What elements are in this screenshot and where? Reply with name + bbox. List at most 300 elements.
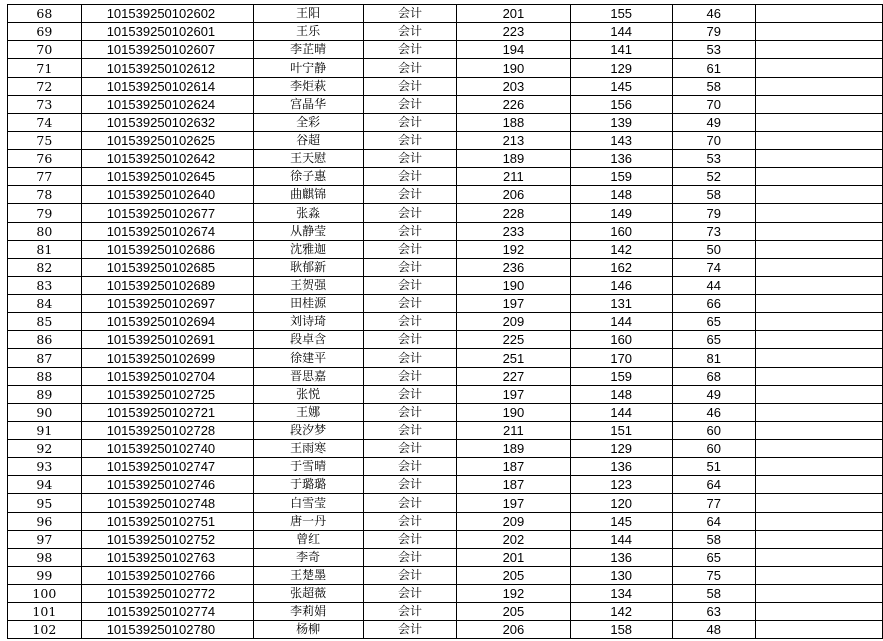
total-score-cell: 201: [457, 548, 570, 566]
row-number-cell: 76: [8, 150, 82, 168]
exam-id-cell: 101539250102704: [81, 367, 253, 385]
table-row: [8, 349, 883, 367]
table-row: [8, 77, 883, 95]
score-b-cell: 70: [672, 95, 755, 113]
exam-id-cell: 101539250102697: [81, 295, 253, 313]
score-b-cell: 64: [672, 476, 755, 494]
total-score-cell: 197: [457, 494, 570, 512]
row-number-cell: 100: [8, 585, 82, 603]
score-a-cell: 130: [570, 566, 672, 584]
total-score-cell: 190: [457, 59, 570, 77]
table-row: [8, 331, 883, 349]
empty-cell: [755, 367, 882, 385]
row-number-cell: 77: [8, 168, 82, 186]
empty-cell: [755, 23, 882, 41]
exam-id-cell: 101539250102748: [81, 494, 253, 512]
score-a-cell: 145: [570, 512, 672, 530]
total-score-cell: 187: [457, 458, 570, 476]
name-cell: 刘诗琦: [253, 313, 363, 331]
name-cell: 沈雅迦: [253, 240, 363, 258]
major-cell: 会计: [363, 385, 457, 403]
score-b-cell: 60: [672, 421, 755, 439]
exam-id-cell: 101539250102721: [81, 403, 253, 421]
exam-id-cell: 101539250102602: [81, 5, 253, 23]
empty-cell: [755, 512, 882, 530]
major-cell: 会计: [363, 603, 457, 621]
score-a-cell: 129: [570, 59, 672, 77]
exam-id-cell: 101539250102746: [81, 476, 253, 494]
total-score-cell: 205: [457, 603, 570, 621]
exam-id-cell: 101539250102780: [81, 621, 253, 639]
major-cell: 会计: [363, 548, 457, 566]
major-cell: 会计: [363, 476, 457, 494]
exam-id-cell: 101539250102607: [81, 41, 253, 59]
score-b-cell: 64: [672, 512, 755, 530]
major-cell: 会计: [363, 240, 457, 258]
table-row: [8, 458, 883, 476]
score-b-cell: 73: [672, 222, 755, 240]
major-cell: 会计: [363, 131, 457, 149]
empty-cell: [755, 113, 882, 131]
exam-id-cell: 101539250102677: [81, 204, 253, 222]
name-cell: 李炬萩: [253, 77, 363, 95]
exam-id-cell: 101539250102725: [81, 385, 253, 403]
row-number-cell: 78: [8, 186, 82, 204]
exam-id-cell: 101539250102625: [81, 131, 253, 149]
empty-cell: [755, 131, 882, 149]
table-row: [8, 95, 883, 113]
name-cell: 宫晶华: [253, 95, 363, 113]
major-cell: 会计: [363, 512, 457, 530]
score-a-cell: 160: [570, 331, 672, 349]
score-a-cell: 146: [570, 276, 672, 294]
score-a-cell: 159: [570, 367, 672, 385]
score-a-cell: 143: [570, 131, 672, 149]
empty-cell: [755, 295, 882, 313]
row-number-cell: 93: [8, 458, 82, 476]
name-cell: 李奇: [253, 548, 363, 566]
row-number-cell: 92: [8, 440, 82, 458]
table-row: [8, 476, 883, 494]
table-row: [8, 494, 883, 512]
score-a-cell: 144: [570, 23, 672, 41]
score-a-cell: 158: [570, 621, 672, 639]
total-score-cell: 192: [457, 240, 570, 258]
major-cell: 会计: [363, 494, 457, 512]
exam-id-cell: 101539250102640: [81, 186, 253, 204]
name-cell: 王乐: [253, 23, 363, 41]
total-score-cell: 194: [457, 41, 570, 59]
table-row: [8, 421, 883, 439]
score-a-cell: 142: [570, 603, 672, 621]
total-score-cell: 206: [457, 621, 570, 639]
empty-cell: [755, 385, 882, 403]
row-number-cell: 73: [8, 95, 82, 113]
score-table-body: [8, 5, 883, 639]
name-cell: 谷超: [253, 131, 363, 149]
score-b-cell: 60: [672, 440, 755, 458]
row-number-cell: 98: [8, 548, 82, 566]
exam-id-cell: 101539250102624: [81, 95, 253, 113]
score-b-cell: 51: [672, 458, 755, 476]
score-b-cell: 65: [672, 548, 755, 566]
name-cell: 田桂源: [253, 295, 363, 313]
score-a-cell: 148: [570, 385, 672, 403]
total-score-cell: 192: [457, 585, 570, 603]
score-b-cell: 74: [672, 258, 755, 276]
total-score-cell: 187: [457, 476, 570, 494]
major-cell: 会计: [363, 585, 457, 603]
empty-cell: [755, 476, 882, 494]
exam-id-cell: 101539250102691: [81, 331, 253, 349]
score-a-cell: 129: [570, 440, 672, 458]
name-cell: 张超薇: [253, 585, 363, 603]
score-a-cell: 162: [570, 258, 672, 276]
exam-id-cell: 101539250102685: [81, 258, 253, 276]
name-cell: 于璐璐: [253, 476, 363, 494]
score-b-cell: 50: [672, 240, 755, 258]
table-row: [8, 41, 883, 59]
row-number-cell: 72: [8, 77, 82, 95]
row-number-cell: 101: [8, 603, 82, 621]
exam-id-cell: 101539250102632: [81, 113, 253, 131]
name-cell: 王楚墨: [253, 566, 363, 584]
score-b-cell: 46: [672, 5, 755, 23]
table-row: [8, 566, 883, 584]
score-b-cell: 66: [672, 295, 755, 313]
major-cell: 会计: [363, 367, 457, 385]
name-cell: 徐建平: [253, 349, 363, 367]
total-score-cell: 236: [457, 258, 570, 276]
total-score-cell: 209: [457, 313, 570, 331]
score-b-cell: 53: [672, 41, 755, 59]
row-number-cell: 84: [8, 295, 82, 313]
score-a-cell: 120: [570, 494, 672, 512]
major-cell: 会计: [363, 150, 457, 168]
name-cell: 段卓含: [253, 331, 363, 349]
score-a-cell: 144: [570, 530, 672, 548]
major-cell: 会计: [363, 23, 457, 41]
score-a-cell: 144: [570, 403, 672, 421]
total-score-cell: 203: [457, 77, 570, 95]
name-cell: 李芷晴: [253, 41, 363, 59]
row-number-cell: 79: [8, 204, 82, 222]
exam-id-cell: 101539250102766: [81, 566, 253, 584]
table-row: [8, 113, 883, 131]
table-row: [8, 240, 883, 258]
total-score-cell: 189: [457, 440, 570, 458]
score-a-cell: 159: [570, 168, 672, 186]
empty-cell: [755, 349, 882, 367]
table-row: [8, 186, 883, 204]
exam-id-cell: 101539250102642: [81, 150, 253, 168]
name-cell: 晋思嘉: [253, 367, 363, 385]
exam-id-cell: 101539250102645: [81, 168, 253, 186]
name-cell: 张悦: [253, 385, 363, 403]
row-number-cell: 96: [8, 512, 82, 530]
table-row: [8, 204, 883, 222]
total-score-cell: 228: [457, 204, 570, 222]
total-score-cell: 227: [457, 367, 570, 385]
major-cell: 会计: [363, 621, 457, 639]
score-a-cell: 141: [570, 41, 672, 59]
table-row: [8, 403, 883, 421]
row-number-cell: 94: [8, 476, 82, 494]
major-cell: 会计: [363, 77, 457, 95]
row-number-cell: 89: [8, 385, 82, 403]
table-row: [8, 168, 883, 186]
table-row: [8, 313, 883, 331]
row-number-cell: 87: [8, 349, 82, 367]
row-number-cell: 82: [8, 258, 82, 276]
name-cell: 王天慰: [253, 150, 363, 168]
name-cell: 王娜: [253, 403, 363, 421]
exam-id-cell: 101539250102689: [81, 276, 253, 294]
score-a-cell: 145: [570, 77, 672, 95]
table-row: [8, 276, 883, 294]
total-score-cell: 226: [457, 95, 570, 113]
name-cell: 耿郁新: [253, 258, 363, 276]
major-cell: 会计: [363, 258, 457, 276]
exam-id-cell: 101539250102728: [81, 421, 253, 439]
score-a-cell: 136: [570, 150, 672, 168]
score-b-cell: 63: [672, 603, 755, 621]
score-b-cell: 65: [672, 331, 755, 349]
score-b-cell: 68: [672, 367, 755, 385]
score-a-cell: 139: [570, 113, 672, 131]
score-b-cell: 79: [672, 204, 755, 222]
empty-cell: [755, 204, 882, 222]
major-cell: 会计: [363, 5, 457, 23]
total-score-cell: 201: [457, 5, 570, 23]
major-cell: 会计: [363, 204, 457, 222]
name-cell: 曾红: [253, 530, 363, 548]
exam-id-cell: 101539250102752: [81, 530, 253, 548]
score-a-cell: 155: [570, 5, 672, 23]
row-number-cell: 86: [8, 331, 82, 349]
total-score-cell: 213: [457, 131, 570, 149]
major-cell: 会计: [363, 331, 457, 349]
major-cell: 会计: [363, 95, 457, 113]
score-b-cell: 46: [672, 403, 755, 421]
table-row: [8, 5, 883, 23]
score-a-cell: 136: [570, 548, 672, 566]
row-number-cell: 70: [8, 41, 82, 59]
table-row: [8, 585, 883, 603]
empty-cell: [755, 95, 882, 113]
exam-id-cell: 101539250102747: [81, 458, 253, 476]
empty-cell: [755, 5, 882, 23]
name-cell: 李莉娟: [253, 603, 363, 621]
score-b-cell: 58: [672, 77, 755, 95]
empty-cell: [755, 603, 882, 621]
major-cell: 会计: [363, 458, 457, 476]
total-score-cell: 188: [457, 113, 570, 131]
table-row: [8, 385, 883, 403]
exam-id-cell: 101539250102774: [81, 603, 253, 621]
score-a-cell: 149: [570, 204, 672, 222]
empty-cell: [755, 168, 882, 186]
table-row: [8, 23, 883, 41]
name-cell: 从静莹: [253, 222, 363, 240]
score-a-cell: 151: [570, 421, 672, 439]
major-cell: 会计: [363, 313, 457, 331]
major-cell: 会计: [363, 168, 457, 186]
exam-id-cell: 101539250102614: [81, 77, 253, 95]
name-cell: 全彩: [253, 113, 363, 131]
total-score-cell: 223: [457, 23, 570, 41]
exam-id-cell: 101539250102763: [81, 548, 253, 566]
name-cell: 徐子惠: [253, 168, 363, 186]
empty-cell: [755, 458, 882, 476]
empty-cell: [755, 548, 882, 566]
name-cell: 白雪莹: [253, 494, 363, 512]
empty-cell: [755, 186, 882, 204]
empty-cell: [755, 621, 882, 639]
total-score-cell: 197: [457, 385, 570, 403]
score-b-cell: 70: [672, 131, 755, 149]
empty-cell: [755, 276, 882, 294]
table-row: [8, 367, 883, 385]
row-number-cell: 91: [8, 421, 82, 439]
row-number-cell: 88: [8, 367, 82, 385]
exam-id-cell: 101539250102601: [81, 23, 253, 41]
empty-cell: [755, 566, 882, 584]
name-cell: 曲麒锦: [253, 186, 363, 204]
table-row: [8, 59, 883, 77]
score-table: [7, 4, 883, 639]
score-b-cell: 49: [672, 113, 755, 131]
empty-cell: [755, 222, 882, 240]
major-cell: 会计: [363, 566, 457, 584]
score-b-cell: 52: [672, 168, 755, 186]
table-row: [8, 530, 883, 548]
total-score-cell: 209: [457, 512, 570, 530]
table-row: [8, 222, 883, 240]
major-cell: 会计: [363, 530, 457, 548]
score-b-cell: 58: [672, 585, 755, 603]
score-b-cell: 65: [672, 313, 755, 331]
empty-cell: [755, 41, 882, 59]
score-a-cell: 134: [570, 585, 672, 603]
major-cell: 会计: [363, 276, 457, 294]
table-row: [8, 440, 883, 458]
score-b-cell: 79: [672, 23, 755, 41]
exam-id-cell: 101539250102694: [81, 313, 253, 331]
empty-cell: [755, 494, 882, 512]
name-cell: 叶宁静: [253, 59, 363, 77]
total-score-cell: 197: [457, 295, 570, 313]
name-cell: 王贺强: [253, 276, 363, 294]
total-score-cell: 202: [457, 530, 570, 548]
row-number-cell: 95: [8, 494, 82, 512]
score-b-cell: 77: [672, 494, 755, 512]
major-cell: 会计: [363, 440, 457, 458]
table-row: [8, 258, 883, 276]
empty-cell: [755, 240, 882, 258]
table-row: [8, 603, 883, 621]
score-b-cell: 49: [672, 385, 755, 403]
row-number-cell: 80: [8, 222, 82, 240]
total-score-cell: 190: [457, 403, 570, 421]
score-b-cell: 81: [672, 349, 755, 367]
total-score-cell: 251: [457, 349, 570, 367]
total-score-cell: 233: [457, 222, 570, 240]
score-a-cell: 144: [570, 313, 672, 331]
total-score-cell: 225: [457, 331, 570, 349]
table-row: [8, 150, 883, 168]
table-row: [8, 512, 883, 530]
name-cell: 唐一丹: [253, 512, 363, 530]
empty-cell: [755, 421, 882, 439]
row-number-cell: 99: [8, 566, 82, 584]
major-cell: 会计: [363, 403, 457, 421]
row-number-cell: 102: [8, 621, 82, 639]
exam-id-cell: 101539250102699: [81, 349, 253, 367]
exam-id-cell: 101539250102740: [81, 440, 253, 458]
row-number-cell: 74: [8, 113, 82, 131]
row-number-cell: 71: [8, 59, 82, 77]
name-cell: 王阳: [253, 5, 363, 23]
exam-id-cell: 101539250102751: [81, 512, 253, 530]
score-a-cell: 148: [570, 186, 672, 204]
major-cell: 会计: [363, 113, 457, 131]
score-b-cell: 58: [672, 186, 755, 204]
major-cell: 会计: [363, 41, 457, 59]
name-cell: 王雨寒: [253, 440, 363, 458]
exam-id-cell: 101539250102612: [81, 59, 253, 77]
exam-id-cell: 101539250102772: [81, 585, 253, 603]
score-a-cell: 136: [570, 458, 672, 476]
score-b-cell: 75: [672, 566, 755, 584]
score-a-cell: 170: [570, 349, 672, 367]
score-a-cell: 142: [570, 240, 672, 258]
total-score-cell: 205: [457, 566, 570, 584]
major-cell: 会计: [363, 186, 457, 204]
score-b-cell: 48: [672, 621, 755, 639]
empty-cell: [755, 59, 882, 77]
empty-cell: [755, 530, 882, 548]
total-score-cell: 211: [457, 421, 570, 439]
major-cell: 会计: [363, 59, 457, 77]
empty-cell: [755, 585, 882, 603]
row-number-cell: 90: [8, 403, 82, 421]
empty-cell: [755, 77, 882, 95]
table-row: [8, 131, 883, 149]
major-cell: 会计: [363, 421, 457, 439]
row-number-cell: 69: [8, 23, 82, 41]
name-cell: 张淼: [253, 204, 363, 222]
name-cell: 于雪晴: [253, 458, 363, 476]
major-cell: 会计: [363, 295, 457, 313]
empty-cell: [755, 440, 882, 458]
name-cell: 段汐梦: [253, 421, 363, 439]
score-b-cell: 61: [672, 59, 755, 77]
row-number-cell: 75: [8, 131, 82, 149]
row-number-cell: 81: [8, 240, 82, 258]
score-b-cell: 58: [672, 530, 755, 548]
table-row: [8, 548, 883, 566]
table-row: [8, 621, 883, 639]
empty-cell: [755, 331, 882, 349]
score-a-cell: 156: [570, 95, 672, 113]
total-score-cell: 190: [457, 276, 570, 294]
score-b-cell: 44: [672, 276, 755, 294]
empty-cell: [755, 313, 882, 331]
row-number-cell: 68: [8, 5, 82, 23]
name-cell: 杨柳: [253, 621, 363, 639]
major-cell: 会计: [363, 349, 457, 367]
